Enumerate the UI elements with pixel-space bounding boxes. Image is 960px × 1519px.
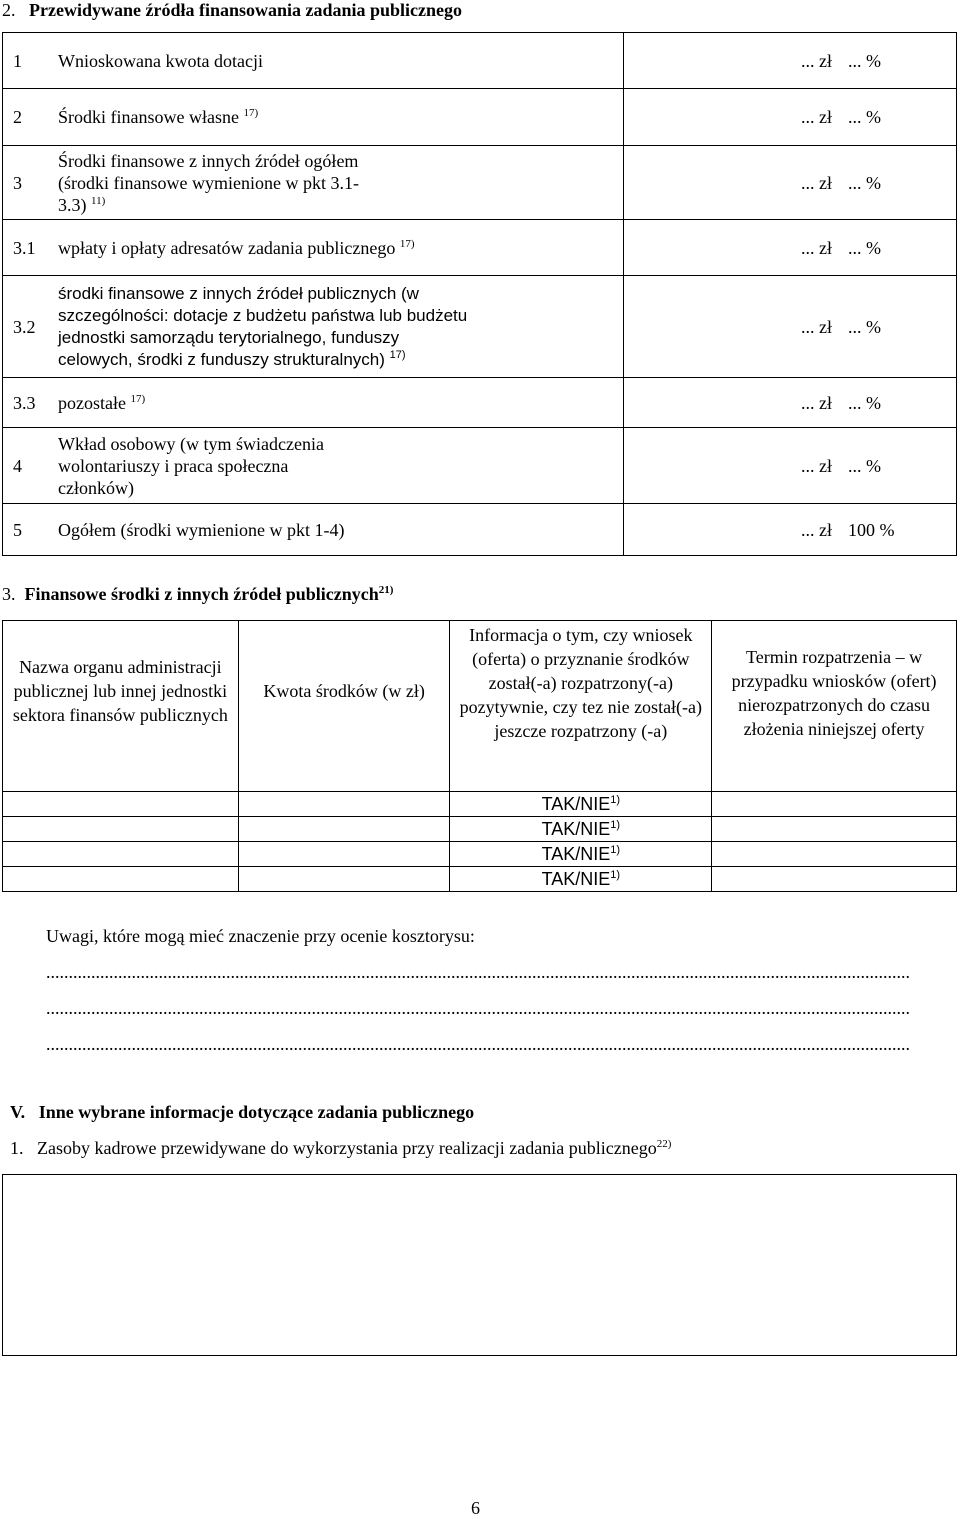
amount-field[interactable]: ... zł	[624, 378, 841, 428]
table-row	[3, 792, 957, 817]
header-decision-date: Termin rozpatrzenia – w przypadku wniosków (ofert) nierozpatrzonych do czasu złożenia niniejszej oferty	[712, 621, 957, 792]
amount-field[interactable]: ... zł	[624, 428, 841, 504]
amount-cell[interactable]	[238, 817, 450, 842]
table-row	[3, 867, 957, 892]
organ-name-cell[interactable]	[3, 817, 239, 842]
date-cell[interactable]	[712, 792, 957, 817]
financing-row	[3, 89, 957, 146]
row-label: środki finansowe z innych źródeł publicznych (w szczególności: dotacje z budżetu państwa lub budżetu jednostki samorządu terytorialnego, funduszy celowych, środki z funduszy strukturalnych) $^{17)}$	[56, 276, 624, 378]
organ-name-cell[interactable]	[3, 842, 239, 867]
header-decision-info: Informacja o tym, czy wniosek (oferta) o przyznanie środków został(-a) rozpatrzony(-a) pozytywnie, czy tez nie został(-a) jeszcze rozpatrzony (-a)	[450, 621, 712, 792]
row-number: 3.2	[3, 276, 57, 378]
table-row	[3, 817, 957, 842]
amount-field[interactable]: ... zł	[624, 220, 841, 276]
date-cell[interactable]	[712, 817, 957, 842]
financing-table	[2, 32, 957, 556]
amount-cell[interactable]	[238, 842, 450, 867]
remarks-line[interactable]: ................................................................................................................................................................................................	[46, 1034, 910, 1054]
amount-field[interactable]: ... zł	[624, 504, 841, 556]
tak-nie-cell[interactable]: TAK/NIE$^{1)}$	[450, 817, 712, 842]
row-label: Wnioskowana kwota dotacji	[56, 33, 624, 89]
row-number: 3.1	[3, 220, 57, 276]
financing-row	[3, 220, 957, 276]
row-label: Środki finansowe z innych źródeł ogółem (środki finansowe wymienione w pkt 3.1-3.3) $^{11)}$	[56, 146, 624, 220]
amount-cell[interactable]	[238, 792, 450, 817]
table-row	[3, 842, 957, 867]
table-header-row	[3, 621, 957, 792]
header-organ-name: Nazwa organu administracji publicznej lub innej jednostki sektora finansów publicznych	[3, 621, 239, 792]
organ-name-cell[interactable]	[3, 792, 239, 817]
remarks-line[interactable]: ................................................................................................................................................................................................	[46, 998, 910, 1018]
row-label: wpłaty i opłaty adresatów zadania publicznego $^{17)}$	[56, 220, 624, 276]
date-cell[interactable]	[712, 842, 957, 867]
row-number: 3.3	[3, 378, 57, 428]
percent-field[interactable]: ... %	[840, 146, 957, 220]
financing-row	[3, 276, 957, 378]
row-label: Wkład osobowy (w tym świadczenia wolontariuszy i praca społeczna członków)	[56, 428, 624, 504]
page-number: 6	[471, 1498, 480, 1518]
date-cell[interactable]	[712, 867, 957, 892]
staff-resources-box[interactable]	[2, 1174, 957, 1356]
amount-field[interactable]: ... zł	[624, 33, 841, 89]
section-5-heading: V. Inne wybrane informacje dotyczące zadania publicznego	[10, 1102, 475, 1122]
public-sources-table	[2, 620, 957, 892]
remarks-line[interactable]: ................................................................................................................................................................................................	[46, 962, 910, 982]
percent-field[interactable]: ... %	[840, 89, 957, 146]
row-label: Ogółem (środki wymienione w pkt 1-4)	[56, 504, 624, 556]
financing-row	[3, 378, 957, 428]
remarks-label: Uwagi, które mogą mieć znaczenie przy ocenie kosztorysu:	[46, 926, 475, 946]
row-number: 5	[3, 504, 57, 556]
row-label: Środki finansowe własne $^{17)}$	[56, 89, 624, 146]
financing-row	[3, 504, 957, 556]
row-number: 1	[3, 33, 57, 89]
percent-field[interactable]: ... %	[840, 33, 957, 89]
percent-field[interactable]: ... %	[840, 428, 957, 504]
row-label: pozostałe $^{17)}$	[56, 378, 624, 428]
section-3-heading: 3. Finansowe środki z innych źródeł publicznych$^{21)}$	[2, 584, 394, 604]
row-number: 4	[3, 428, 57, 504]
financing-row	[3, 146, 957, 220]
amount-field[interactable]: ... zł	[624, 146, 841, 220]
tak-nie-cell[interactable]: TAK/NIE$^{1)}$	[450, 842, 712, 867]
row-number: 2	[3, 89, 57, 146]
staff-resources-item: 1. Zasoby kadrowe przewidywane do wykorzystania przy realizacji zadania publicznego$^{22)}$	[10, 1138, 672, 1158]
financing-row	[3, 428, 957, 504]
percent-field[interactable]: ... %	[840, 378, 957, 428]
tak-nie-cell[interactable]: TAK/NIE$^{1)}$	[450, 867, 712, 892]
amount-field[interactable]: ... zł	[624, 276, 841, 378]
financing-row	[3, 33, 957, 89]
percent-field[interactable]: 100 %	[840, 504, 957, 556]
header-amount: Kwota środków (w zł)	[238, 621, 450, 792]
percent-field[interactable]: ... %	[840, 276, 957, 378]
amount-field[interactable]: ... zł	[624, 89, 841, 146]
row-number: 3	[3, 146, 57, 220]
amount-cell[interactable]	[238, 867, 450, 892]
section-2-heading: 2. Przewidywane źródła finansowania zadania publicznego	[2, 0, 463, 20]
percent-field[interactable]: ... %	[840, 220, 957, 276]
tak-nie-cell[interactable]: TAK/NIE$^{1)}$	[450, 792, 712, 817]
organ-name-cell[interactable]	[3, 867, 239, 892]
